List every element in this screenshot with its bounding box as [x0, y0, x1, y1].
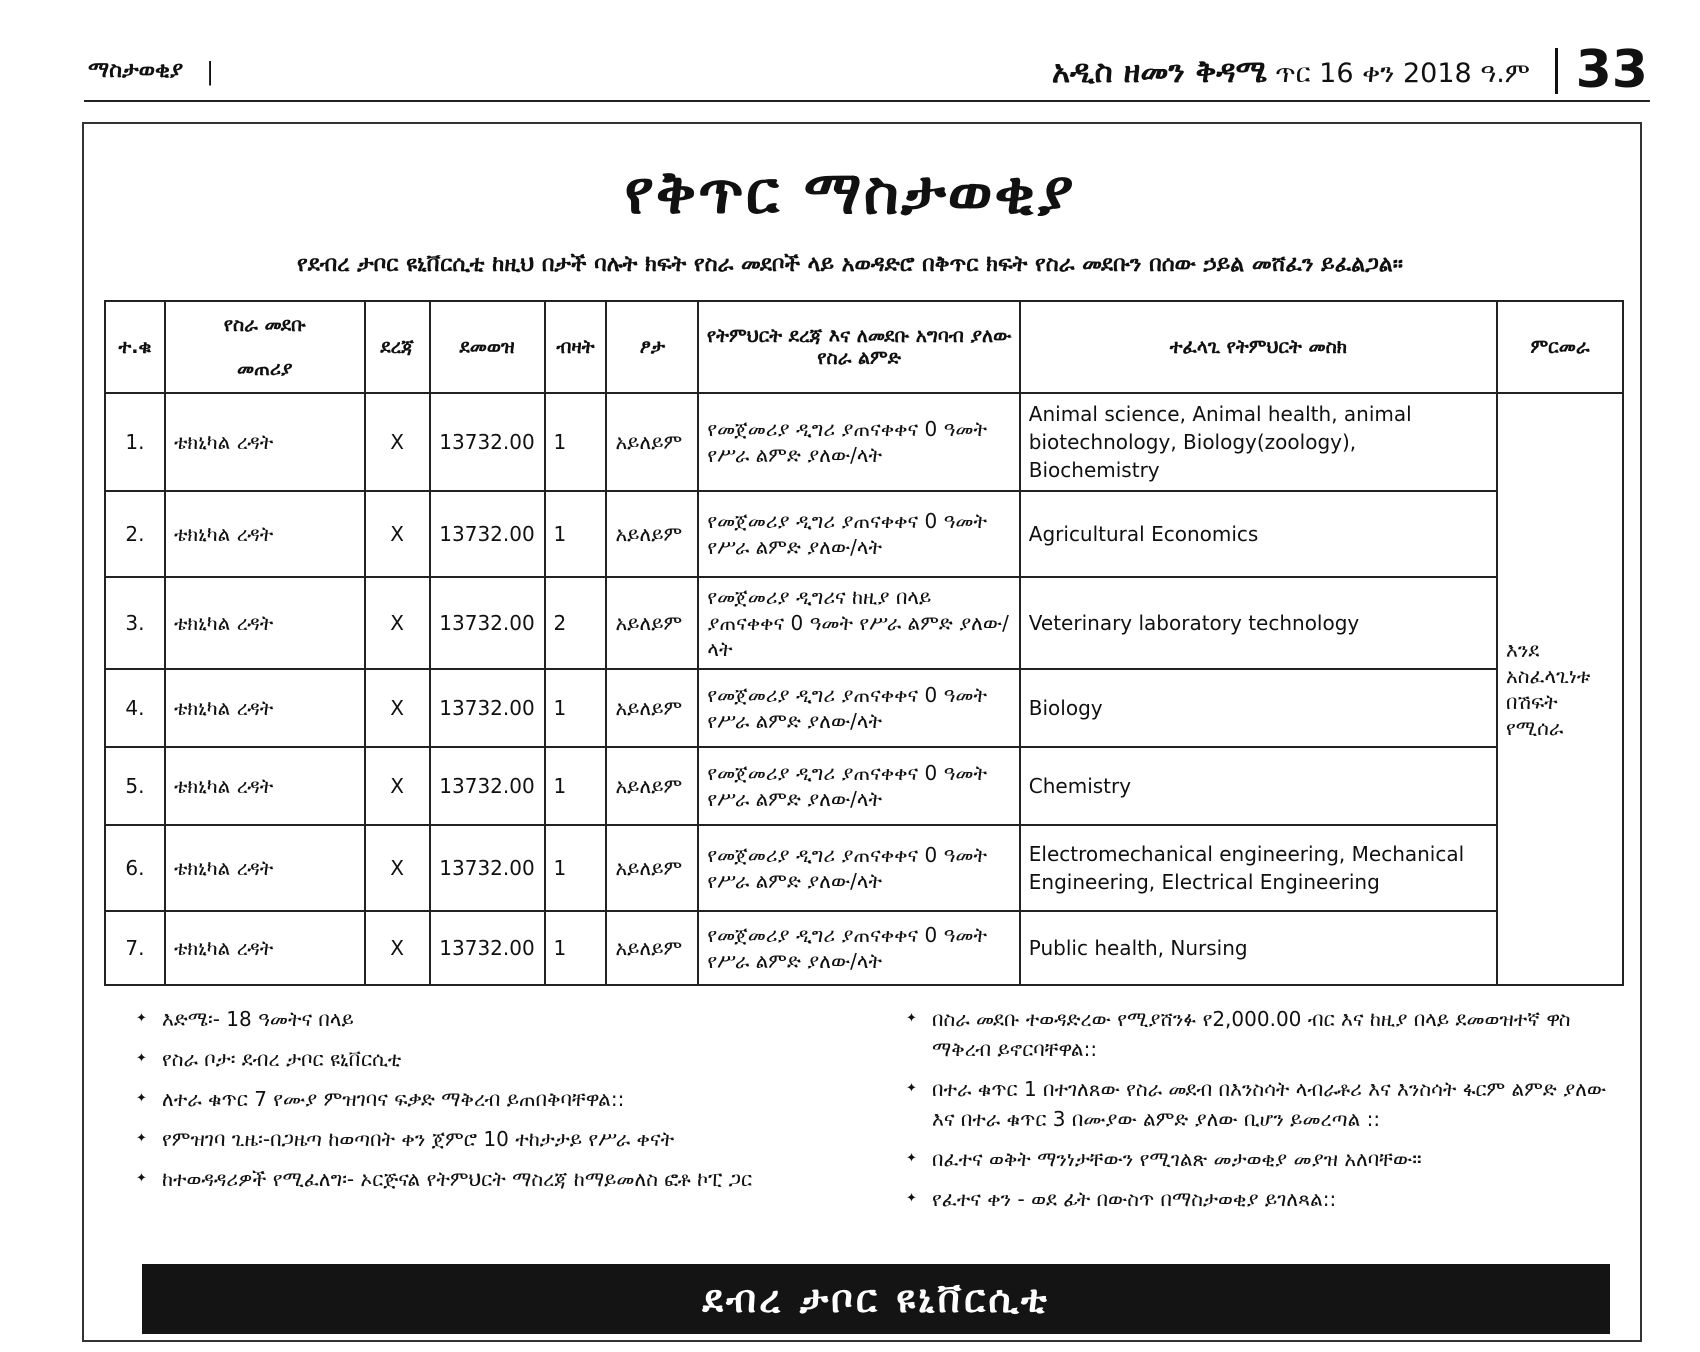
row-field: Agricultural Economics: [1020, 491, 1497, 577]
note-item: ✦ ከተወዳዳሪዎች የሚፈለግ፡- ኦርጅናል የትምህርት ማስረጃ ከማይመለስ ፎቶ ኮፒ ጋር: [136, 1164, 876, 1194]
row-salary: 13732.00: [430, 577, 545, 669]
row-grade: X: [365, 491, 430, 577]
note-item: ✦ በስራ መደቡ ተወዳድረው የሚያሸንፉ የ2,000.00 ብር እና ከዚያ በላይ ደመወዝተኛ ዋስ ማቅረብ ይኖርባቸዋል::: [906, 1004, 1626, 1064]
col-header-field: ተፈላጊ የትምህርት መስክ: [1020, 301, 1497, 393]
row-field: Animal science, Animal health, animal biotechnology, Biology(zoology), Biochemistry: [1020, 393, 1497, 491]
table-row: [105, 491, 1623, 577]
remark-cell: [1497, 393, 1623, 985]
row-salary: 13732.00: [430, 825, 545, 911]
note-item: ✦ ለተራ ቁጥር 7 የሙያ ምዝገባና ፍቃድ ማቅረብ ይጠበቅባቸዋል::: [136, 1084, 876, 1114]
row-no: 1.: [105, 393, 165, 491]
table-row: [105, 393, 1623, 491]
row-field: Public health, Nursing: [1020, 911, 1497, 985]
col-header-remark: ምርመራ: [1497, 301, 1623, 393]
row-sex: አይለይም: [606, 911, 698, 985]
note-item: ✦ በፈተና ወቅት ማንነታቸውን የሚገልጽ መታወቂያ መያዝ አለባቸው።: [906, 1144, 1626, 1174]
row-sex: አይለይም: [606, 577, 698, 669]
row-position: ቴክኒካል ረዳት: [165, 911, 365, 985]
row-no: 4.: [105, 669, 165, 747]
masthead: [1052, 54, 1530, 91]
row-requirement: የመጀመሪያ ዲግሪና ከዚያ በላይ ያጠናቀቀና 0 ዓመት የሥራ ልምድ ያለው/ላት: [698, 577, 1019, 669]
row-requirement: የመጀመሪያ ዲግሪ ያጠናቀቀና 0 ዓመት የሥራ ልምድ ያለው/ላት: [698, 911, 1019, 985]
row-quantity: 1: [545, 491, 607, 577]
section-label: ማስታወቂያ: [88, 58, 184, 83]
row-position: ቴክኒካል ረዳት: [165, 491, 365, 577]
row-quantity: 2: [545, 577, 607, 669]
table-row: [105, 669, 1623, 747]
row-salary: 13732.00: [430, 393, 545, 491]
section-divider: |: [206, 58, 215, 86]
row-sex: አይለይም: [606, 825, 698, 911]
row-quantity: 1: [545, 747, 607, 825]
row-sex: አይለይም: [606, 747, 698, 825]
row-grade: X: [365, 825, 430, 911]
row-field: Chemistry: [1020, 747, 1497, 825]
col-header-quantity: ብዛት: [545, 301, 607, 393]
row-quantity: 1: [545, 825, 607, 911]
row-field: Veterinary laboratory technology: [1020, 577, 1497, 669]
page-header: [88, 40, 1648, 100]
remark-text: እንደ አስፈላጊነቱ በሽፍት የሚሰራ: [1506, 638, 1591, 740]
row-requirement: የመጀመሪያ ዲግሪ ያጠናቀቀና 0 ዓመት የሥራ ልምድ ያለው/ላት: [698, 747, 1019, 825]
col-header-position-line2: መጠሪያ: [236, 358, 293, 380]
col-header-salary: ደመወዝ: [430, 301, 545, 393]
row-position: ቴክኒካል ረዳት: [165, 825, 365, 911]
page-divider: [1555, 48, 1558, 94]
row-grade: X: [365, 911, 430, 985]
row-sex: አይለይም: [606, 491, 698, 577]
row-field: Electromechanical engineering, Mechanical Engineering, Electrical Engineering: [1020, 825, 1497, 911]
row-requirement: የመጀመሪያ ዲግሪ ያጠናቀቀና 0 ዓመት የሥራ ልምድ ያለው/ላት: [698, 491, 1019, 577]
note-item: ✦ የፈተና ቀን - ወደ ፊት በውስጥ በማስታወቂያ ይገለጻል::: [906, 1184, 1626, 1214]
row-sex: አይለይም: [606, 393, 698, 491]
row-sex: አይለይም: [606, 669, 698, 747]
row-field: Biology: [1020, 669, 1497, 747]
row-grade: X: [365, 577, 430, 669]
table-row: [105, 911, 1623, 985]
note-item: ✦ የምዝገባ ጊዜ፡-በጋዜጣ ከወጣበት ቀን ጀምሮ 10 ተከታታይ የሥራ ቀናት: [136, 1124, 876, 1154]
row-salary: 13732.00: [430, 669, 545, 747]
row-quantity: 1: [545, 393, 607, 491]
row-position: ቴክኒካል ረዳት: [165, 747, 365, 825]
row-position: ቴክኒካል ረዳት: [165, 577, 365, 669]
table-row: [105, 577, 1623, 669]
row-quantity: 1: [545, 669, 607, 747]
row-no: 5.: [105, 747, 165, 825]
col-header-sex: ፆታ: [606, 301, 698, 393]
row-no: 7.: [105, 911, 165, 985]
col-header-position-line1: የስራ መደቡ: [223, 314, 306, 336]
header-rule: [84, 100, 1650, 102]
row-no: 6.: [105, 825, 165, 911]
row-no: 3.: [105, 577, 165, 669]
university-banner: ደብረ ታቦር ዩኒቨርሲቲ: [142, 1264, 1610, 1334]
row-no: 2.: [105, 491, 165, 577]
row-quantity: 1: [545, 911, 607, 985]
row-position: ቴክኒካል ረዳት: [165, 669, 365, 747]
note-item: ✦ እድሜ፡- 18 ዓመትና በላይ: [136, 1004, 876, 1034]
col-header-position: [165, 301, 365, 393]
col-header-no: ተ.ቁ: [105, 301, 165, 393]
row-grade: X: [365, 669, 430, 747]
row-grade: X: [365, 747, 430, 825]
row-position: ቴክኒካል ረዳት: [165, 393, 365, 491]
row-requirement: የመጀመሪያ ዲግሪ ያጠናቀቀና 0 ዓመት የሥራ ልምድ ያለው/ላት: [698, 669, 1019, 747]
row-requirement: የመጀመሪያ ዲግሪ ያጠናቀቀና 0 ዓመት የሥራ ልምድ ያለው/ላት: [698, 825, 1019, 911]
row-salary: 13732.00: [430, 911, 545, 985]
row-salary: 13732.00: [430, 747, 545, 825]
page-number: 33: [1575, 40, 1648, 100]
vacancy-table: [104, 300, 1624, 986]
table-row: [105, 747, 1623, 825]
note-item: ✦ የስራ ቦታ፡ ደብረ ታቦር ዩኒቨርሲቲ: [136, 1044, 876, 1074]
row-requirement: የመጀመሪያ ዲግሪ ያጠናቀቀና 0 ዓመት የሥራ ልምድ ያለው/ላት: [698, 393, 1019, 491]
table-header-row: [105, 301, 1623, 393]
row-grade: X: [365, 393, 430, 491]
notes-left: [136, 1004, 876, 1204]
col-header-requirement: የትምህርት ደረጃ እና ለመደቡ አግባብ ያለው የስራ ልምድ: [698, 301, 1019, 393]
ad-title: የቅጥር ማስታወቂያ: [624, 158, 1076, 228]
note-item: ✦ በተራ ቁጥር 1 በተገለጸው የስራ መደብ በእንስሳት ላብራቶሪ እና እንስሳት ፋርም ልምድ ያለው እና በተራ ቁጥር 3 በሙያው ልምድ ያለው ቢሆን ይመረጣል ::: [906, 1074, 1626, 1134]
table-row: [105, 825, 1623, 911]
row-salary: 13732.00: [430, 491, 545, 577]
col-header-grade: ደረጃ: [365, 301, 430, 393]
issue-date: ጥር 16 ቀን 2018 ዓ.ም: [1275, 58, 1530, 89]
notes-right: [906, 1004, 1626, 1224]
ad-intro: የደብረ ታቦር ዩኒቨርሲቲ ከዚህ በታች ባሉት ክፍት የስራ መደቦች ላይ አወዳድሮ በቅጥር ክፍት የስራ መደቡን በሰው ኃይል መሸፈን ይፈልጋል።: [296, 252, 1403, 277]
newspaper-name: አዲስ ዘመን ቅዳሜ: [1051, 54, 1268, 90]
